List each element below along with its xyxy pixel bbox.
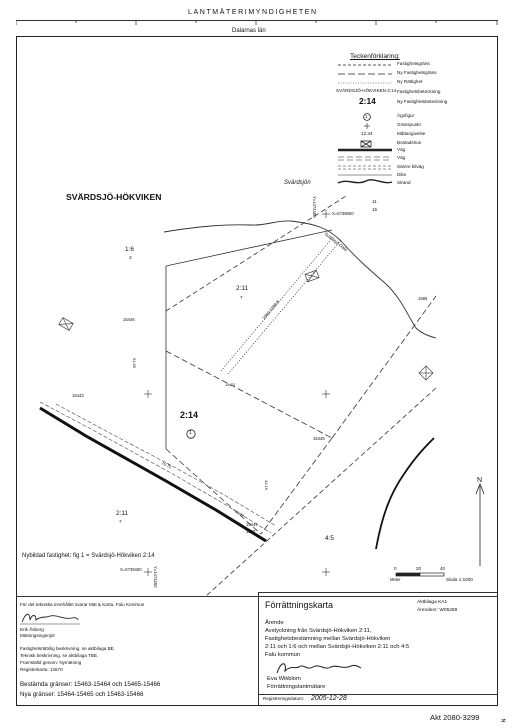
responsibility-note: För det tekniska innehållet svarar Mät & Karta, Falu Kommun <box>20 602 145 607</box>
point-1547: 1547 <box>246 529 256 534</box>
legend-label-1: Ny Fastighetsgräns <box>397 70 437 75</box>
point-15445: 15445 <box>313 436 325 441</box>
legend-label-8: Bostadshus <box>397 140 422 145</box>
parcel-1-6-sub: 3 <box>129 255 132 260</box>
legend-label-7: Måttangivelse <box>397 131 426 136</box>
agency-header: LANTMÄTERIMYNDIGHETEN <box>188 9 318 16</box>
line-label-1523: 15:23 <box>225 382 236 387</box>
scale-bar <box>396 573 444 576</box>
legend-label-10: Väg <box>397 155 406 160</box>
title-block <box>258 592 498 706</box>
shoreline <box>164 221 436 338</box>
parcel-2-14-figure: 1 <box>189 430 192 436</box>
house-3 <box>419 366 433 380</box>
case-line-1: Avstyckning från Svärdsjö-Hökviken 2:11, <box>265 628 372 634</box>
area-name: SVÄRDSJÖ-HÖKVIKEN <box>66 192 162 202</box>
reg-date: 2005-12-28 <box>311 695 347 702</box>
line-label-9195: 91.95 <box>132 358 137 369</box>
boundary-diagonal-north <box>166 196 349 311</box>
parcel-2-14: 2:14 <box>180 410 199 420</box>
point-15446: 15446 <box>123 317 135 322</box>
scale-label: Skala 1:1000 <box>446 577 473 582</box>
line-label-4319: 43.19 <box>264 480 269 491</box>
side-mark-11: 11 <box>372 199 377 204</box>
parcel-2-11-south-sub: 7 <box>119 519 122 524</box>
new-borders: Nya gränser: 15464-15465 och 15463-15466 <box>20 691 144 698</box>
case-line-4: Falu kommun <box>265 652 301 658</box>
act-number: Akt 2080-3299 <box>430 713 480 722</box>
reg-date-rule <box>259 694 498 695</box>
easement-line-2 <box>228 240 341 374</box>
corner-mark: N <box>499 718 506 723</box>
parcel-1-6: 1:6 <box>125 246 134 253</box>
signer-name: Eva Wikblom <box>267 676 301 682</box>
case-line-3: 2:11 och 1:6 och mellan Svärdsjö-Hökviken 2:11 och 4:5 <box>265 644 410 650</box>
line-label-1675: 16.75 <box>161 460 173 470</box>
signer-title: Förrättningslantmätare <box>267 684 326 690</box>
point-15444: 15444 <box>246 522 258 527</box>
grid-cross-4 <box>144 568 152 576</box>
parcel-2-11-south: 2:11 <box>116 510 128 517</box>
grid-cross-3 <box>322 568 330 576</box>
point-1585: 1585 <box>418 296 428 301</box>
legend-label-2: Ny Rättighet <box>397 79 423 84</box>
legend-sym-text-4: 2:14 <box>359 96 376 106</box>
grid-cross-5 <box>322 210 330 218</box>
legend-label-13: Strand <box>397 180 411 185</box>
legend-label-6: Gränspunkt <box>397 122 421 127</box>
case-heading: Ärende <box>265 620 284 626</box>
fig-note: Nybildad fastighet: fig 1 = Svärdsjö-Hökviken 2:14 <box>22 553 155 559</box>
signer-signature <box>273 659 363 677</box>
surveyor-name: Erik Åsberg <box>20 627 44 632</box>
legend-label-0: Fastighetsgräns <box>397 61 430 66</box>
case-number: Ärendenr: W05289 <box>417 608 458 613</box>
coord-y-south: Y=1474200 <box>153 566 158 588</box>
note-4: Registerkarta: 13670 <box>20 667 63 672</box>
boundary-far-east <box>206 388 436 596</box>
boundary-long-north <box>166 230 332 266</box>
note-3: Framställd genom: Nymätning <box>20 660 82 665</box>
legend-label-12: Dike <box>397 172 407 177</box>
boundary-east <box>332 296 436 438</box>
scale-tick-40: 40 <box>440 566 446 571</box>
house-2 <box>305 270 319 282</box>
boundary-southeast <box>261 438 332 534</box>
appendix-label: Aktbilaga KA1 <box>417 600 448 605</box>
case-line-2: Fastighetsbestämning mellan Svärdsjö-Hökviken <box>265 636 391 642</box>
legend-sym-shore <box>338 180 392 183</box>
point-15443: 15443 <box>72 393 84 398</box>
legend-sym-text-3: SVÄRDSJÖ-HÖKVIKEN 2:14 <box>336 88 397 93</box>
legend-sym-text-7: 12.34 <box>361 131 373 136</box>
grid-cross-2 <box>322 390 330 398</box>
reg-date-label: Registreringsdatum: <box>263 696 305 701</box>
side-mark-15: 15 <box>372 207 378 212</box>
legend-sym-text-5: 1 <box>365 114 368 119</box>
map-title: Förrättningskarta <box>265 600 334 610</box>
coord-x-south: X=6739400 <box>120 567 142 572</box>
parcel-2-11-north: 2:11 <box>236 285 248 292</box>
legend-label-5: Ägofigur <box>397 113 415 118</box>
north-label: N <box>477 477 483 484</box>
line-label-7634: 76.34 <box>234 509 246 519</box>
scale-tick-0: 0 <box>394 566 397 571</box>
parcel-2-11-north-sub: 7 <box>240 295 243 300</box>
grid-cross-1 <box>144 390 152 398</box>
lake-name: Svärdsjön <box>284 180 311 186</box>
legend-label-4: Ny Fastighetsbeteckning <box>397 99 448 104</box>
legend-label-9: Väg <box>397 147 406 152</box>
house-1 <box>59 318 73 331</box>
legend-label-11: Sämre bilväg <box>397 164 424 169</box>
north-arrow <box>476 484 484 566</box>
ditch-curve <box>376 438 434 549</box>
note-1: Fastighetsrättslig beskrivning, se aktbilaga BE. <box>20 646 115 651</box>
legend <box>334 54 448 188</box>
existing-borders: Bestämda gränser: 15463-15464 och 15465-15466 <box>20 681 161 688</box>
scale-tick-20: 20 <box>416 566 422 571</box>
boundary-center <box>166 351 332 438</box>
surveyor-signature <box>20 610 80 626</box>
coord-y-north: Y=1474400 <box>312 196 317 218</box>
coord-x-north: X=6739600 <box>332 211 354 216</box>
county-label: Dalarnas län <box>232 28 266 34</box>
header-ticks <box>16 20 498 26</box>
legend-title: Teckenförklaring: <box>350 53 400 60</box>
line-label-act: 2080-3299 B <box>261 298 281 321</box>
scale-unit: Meter <box>390 577 401 582</box>
line-label-road-name: Svärdsjö-Dala <box>323 231 349 253</box>
surveyor-title: Mätningsingenjör <box>20 633 55 638</box>
legend-label-3: Fastighetsbeteckning <box>397 89 441 94</box>
parcel-4-5: 4:5 <box>325 535 334 542</box>
note-2: Teknisk beskrivning, se aktbilaga TBE. <box>20 653 99 658</box>
